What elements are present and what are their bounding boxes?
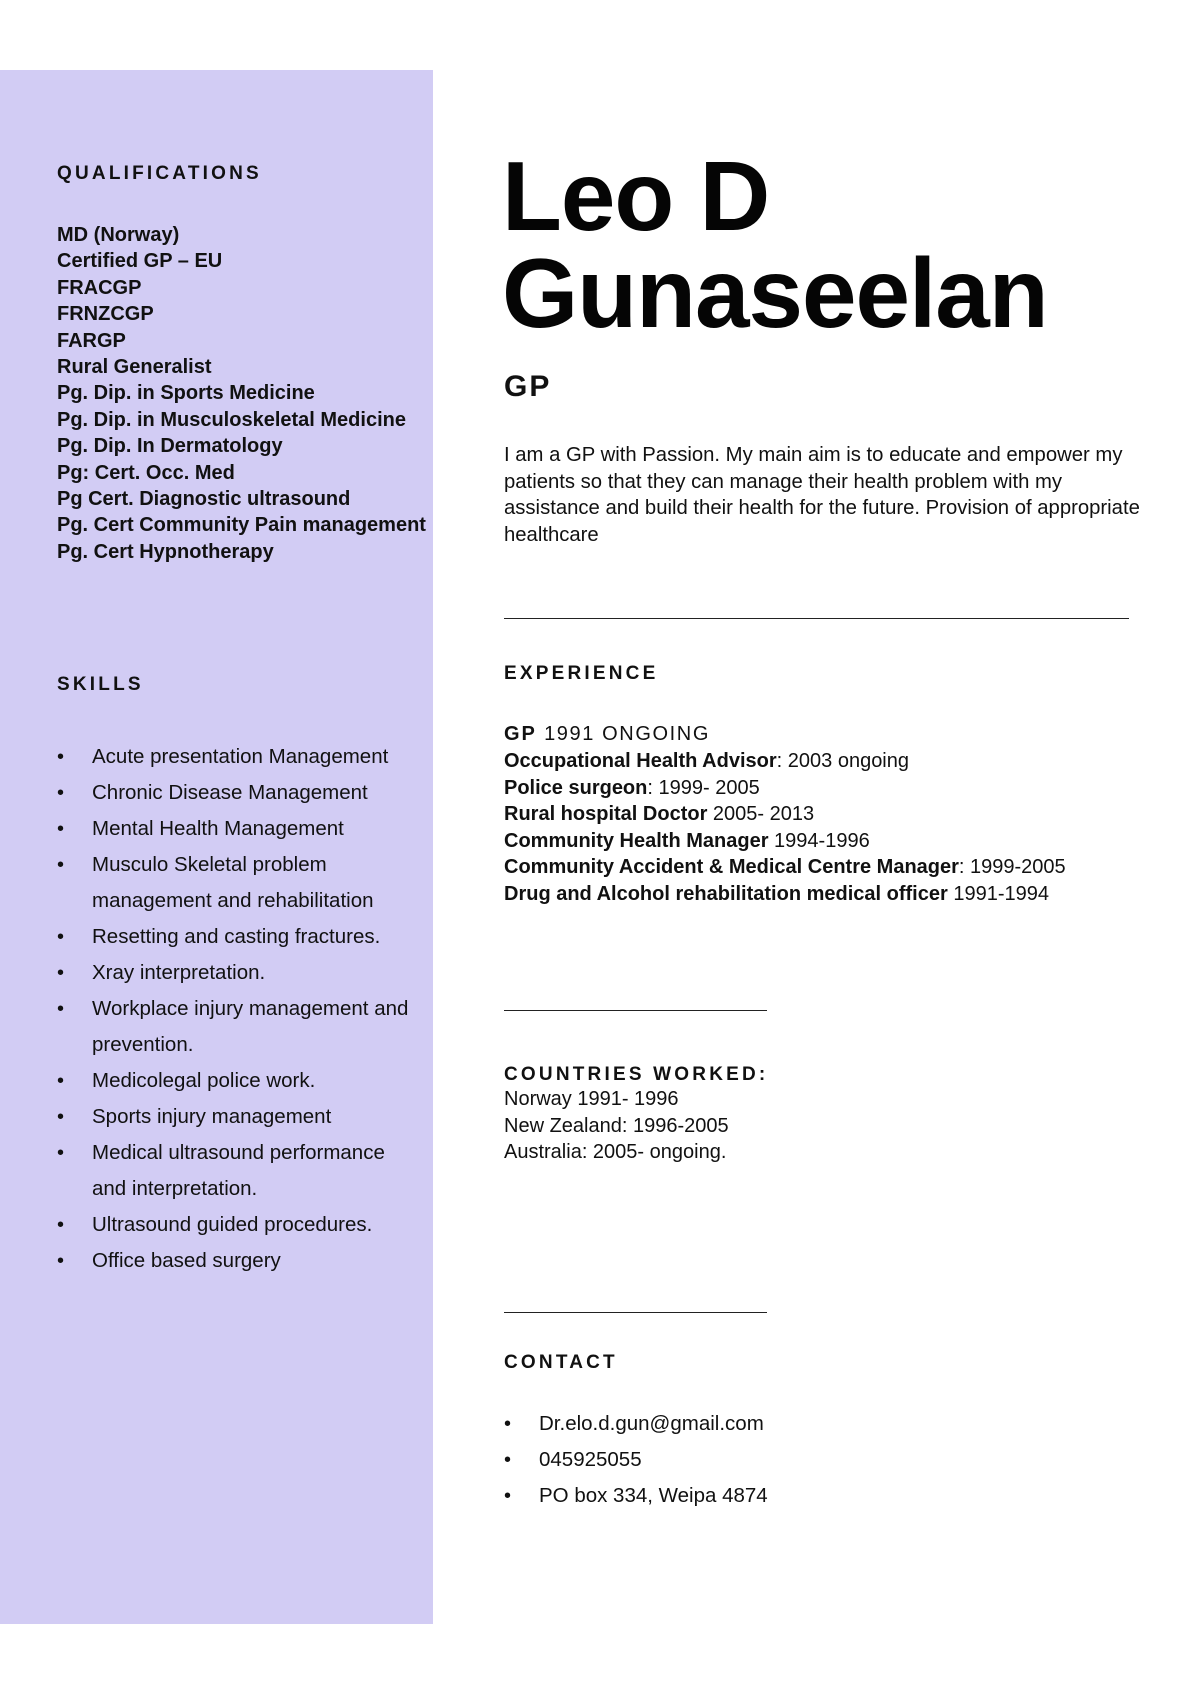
divider: [504, 618, 1129, 619]
qualification-item: FRNZCGP: [57, 303, 154, 326]
experience-item: [504, 748, 1066, 775]
experience-dates: 2005- 2013: [707, 803, 815, 825]
qualification-item: Rural Generalist: [57, 356, 212, 379]
country-item: Australia: 2005- ongoing.: [504, 1141, 727, 1163]
role-title: GP: [504, 370, 552, 403]
person-name: [502, 141, 1048, 348]
experience-title: Police surgeon: [504, 776, 648, 799]
skill-item: • Ultrasound guided procedures.: [57, 1207, 408, 1243]
gp-title: GP: [504, 723, 537, 745]
qualification-item: Pg. Dip. In Dermatology: [57, 435, 283, 458]
skill-item: • Musculo Skeletal problem: [57, 847, 408, 883]
qualification-item: Pg: Cert. Occ. Med: [57, 461, 235, 484]
divider: [504, 1010, 767, 1011]
experience-dates: : 1999- 2005: [647, 776, 760, 799]
experience-item: [504, 854, 1066, 881]
gp-experience-line: [504, 723, 710, 746]
qualifications-heading: QUALIFICATIONS: [57, 163, 262, 184]
experience-title: Occupational Health Advisor: [504, 750, 777, 772]
experience-dates: 1994-1996: [768, 829, 870, 852]
skill-item: • Medical ultrasound performance: [57, 1135, 408, 1171]
skill-item: • Workplace injury management and: [57, 991, 408, 1027]
skill-item: • Office based surgery: [57, 1243, 408, 1279]
qualification-item: Pg. Cert Hypnotherapy: [57, 540, 274, 563]
skill-item: • Mental Health Management: [57, 811, 408, 847]
countries-heading: COUNTRIES WORKED:: [504, 1064, 769, 1085]
experience-title: Community Accident & Medical Centre Manager: [504, 856, 959, 878]
skill-item: • Chronic Disease Management: [57, 775, 408, 811]
contact-email[interactable]: • Dr.elo.d.gun@gmail.com: [504, 1406, 768, 1442]
experience-item: [504, 801, 1066, 828]
skills-list: [57, 739, 408, 1279]
experience-title: Community Health Manager: [504, 829, 769, 852]
experience-dates: : 1999-2005: [958, 856, 1066, 878]
qualification-item: FARGP: [57, 329, 126, 352]
qualification-item: Pg. Dip. in Musculoskeletal Medicine: [57, 408, 406, 431]
skill-item: • Resetting and casting fractures.: [57, 919, 408, 955]
country-item: Norway 1991- 1996: [504, 1088, 679, 1110]
countries-list: [504, 1086, 729, 1166]
experience-dates: 1991-1994: [947, 882, 1049, 905]
qualification-item: Pg Cert. Diagnostic ultrasound: [57, 488, 351, 511]
experience-item: [504, 881, 1066, 908]
qualification-item: MD (Norway): [57, 224, 180, 246]
experience-item: [504, 775, 1066, 802]
skill-item: • Acute presentation Management: [57, 739, 408, 775]
experience-dates: : 2003 ongoing: [776, 750, 909, 772]
skills-heading: SKILLS: [57, 674, 144, 695]
contact-phone[interactable]: • 045925055: [504, 1442, 768, 1478]
country-item: New Zealand: 1996-2005: [504, 1114, 729, 1137]
name-line-2: Gunaseelan: [502, 238, 1048, 348]
gp-dates: 1991 ONGOING: [544, 723, 710, 745]
skill-item-continued: management and rehabilitation: [92, 889, 374, 912]
skill-item: • Sports injury management: [57, 1099, 408, 1135]
divider: [504, 1312, 767, 1313]
contact-heading: CONTACT: [504, 1352, 618, 1373]
skill-item: • Xray interpretation.: [57, 955, 408, 991]
skill-item-continued: and interpretation.: [92, 1177, 258, 1200]
qualifications-list: [57, 222, 426, 565]
experience-title: Rural hospital Doctor: [504, 803, 708, 825]
skill-item-continued: prevention.: [92, 1033, 194, 1056]
about-paragraph: I am a GP with Passion. My main aim is to educate and empower my patients so that they can manage their health problem with my assistance and build their health for the future. Provision of appropriate healthcare: [504, 444, 1140, 546]
name-line-1: Leo D: [502, 141, 770, 251]
contact-address: • PO box 334, Weipa 4874: [504, 1478, 768, 1514]
qualification-item: FRACGP: [57, 276, 142, 299]
qualification-item: Pg. Cert Community Pain management: [57, 514, 426, 537]
skill-item: • Medicolegal police work.: [57, 1063, 408, 1099]
contact-list: [504, 1406, 768, 1514]
qualification-item: Certified GP – EU: [57, 250, 223, 273]
experience-list: [504, 748, 1066, 907]
experience-title: Drug and Alcohol rehabilitation medical officer: [504, 882, 948, 905]
experience-item: [504, 828, 1066, 855]
experience-heading: EXPERIENCE: [504, 663, 659, 684]
qualification-item: Pg. Dip. in Sports Medicine: [57, 382, 315, 405]
